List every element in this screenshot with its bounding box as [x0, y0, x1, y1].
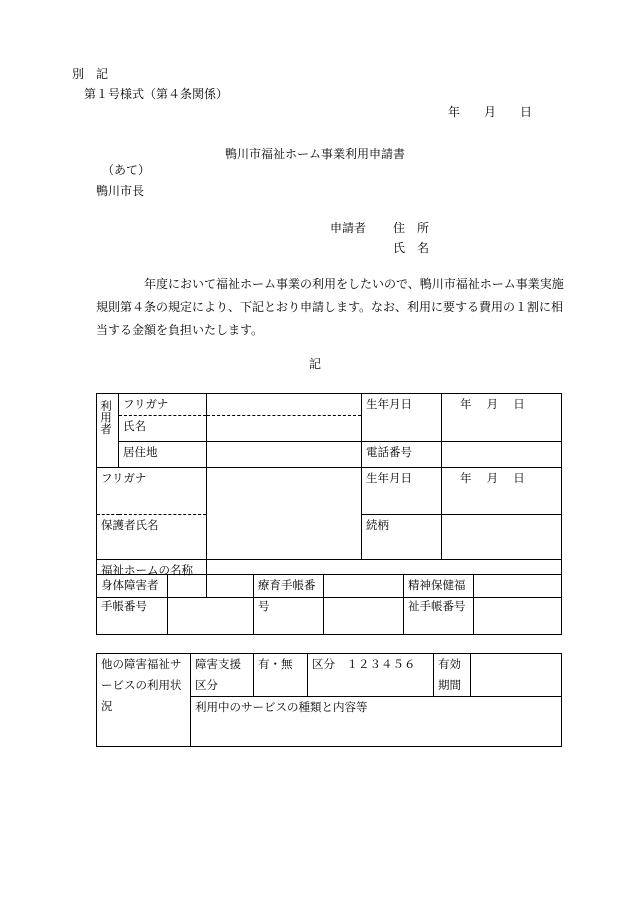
birth-label: 生年月日	[362, 394, 442, 442]
guardian-furigana-label: フリガナ	[97, 468, 207, 515]
certificates-table	[96, 574, 562, 635]
valid-period-field[interactable]	[471, 654, 562, 697]
relation-field[interactable]	[442, 515, 562, 560]
form-number: 第１号様式（第４条関係）	[84, 87, 229, 101]
valid-period-label: 有効期間	[434, 654, 471, 697]
date-line: 年 月 日	[448, 105, 533, 119]
applicant-address-label: 住 所	[393, 221, 430, 235]
home-name-label: 福祉ホームの名称	[97, 560, 207, 598]
mental-cert-field[interactable]	[474, 575, 562, 635]
support-class-label: 障害支援区分	[191, 654, 254, 697]
name-field[interactable]	[207, 416, 362, 442]
guardian-birth-label: 生年月日	[362, 468, 442, 515]
ki-label: 記	[308, 357, 321, 371]
birth-date-field[interactable]: 年 月 日	[442, 394, 562, 442]
annex-label: 別 記	[72, 67, 109, 81]
addressee-ate: （あて）	[102, 163, 151, 177]
phone-label: 電話番号	[362, 442, 442, 468]
other-services-label: 他の障害福祉サービスの利用状況	[97, 654, 191, 747]
user-label: 利用者	[97, 394, 119, 468]
addressee-mayor: 鴨川市長	[96, 184, 145, 198]
other-services-table	[96, 653, 562, 747]
residence-label: 居住地	[119, 442, 207, 468]
ryoiku-cert-label: 療育手帳番号	[254, 575, 324, 635]
mental-cert-label: 精神保健福祉手帳番号	[404, 575, 474, 635]
applicant-label: 申請者	[330, 221, 367, 235]
furigana-label: フリガナ	[119, 394, 207, 416]
services-content-field[interactable]: 利用中のサービスの種類と内容等	[191, 697, 562, 747]
applicant-name-label: 氏 名	[393, 241, 430, 255]
name-label: 氏名	[119, 416, 207, 442]
furigana-field[interactable]	[207, 394, 362, 416]
physical-cert-label: 身体障害者手帳番号	[97, 575, 168, 635]
ryoiku-cert-field[interactable]	[324, 575, 404, 635]
phone-field[interactable]	[442, 442, 562, 468]
guardian-name-field[interactable]	[207, 468, 362, 560]
residence-field[interactable]	[207, 442, 362, 468]
document-title: 鴨川市福祉ホーム事業利用申請書	[224, 147, 405, 161]
guardian-name-label: 保護者氏名	[97, 515, 207, 560]
kubun-field[interactable]: 区分 １２３４５６	[308, 654, 434, 697]
guardian-birth-field[interactable]: 年 月 日	[442, 468, 562, 515]
applicant-info-table	[96, 393, 562, 598]
body-paragraph: 年度において福祉ホーム事業の利用をしたいので、鴨川市福祉ホーム事業実施規則第４条の規定により、下記とおり申請します。なお、利用に要する費用の１割に相当する金額を負担いたします。	[96, 277, 564, 337]
yes-no-field[interactable]: 有・無	[254, 654, 308, 697]
relation-label: 続柄	[362, 515, 442, 560]
physical-cert-field[interactable]	[168, 575, 254, 635]
